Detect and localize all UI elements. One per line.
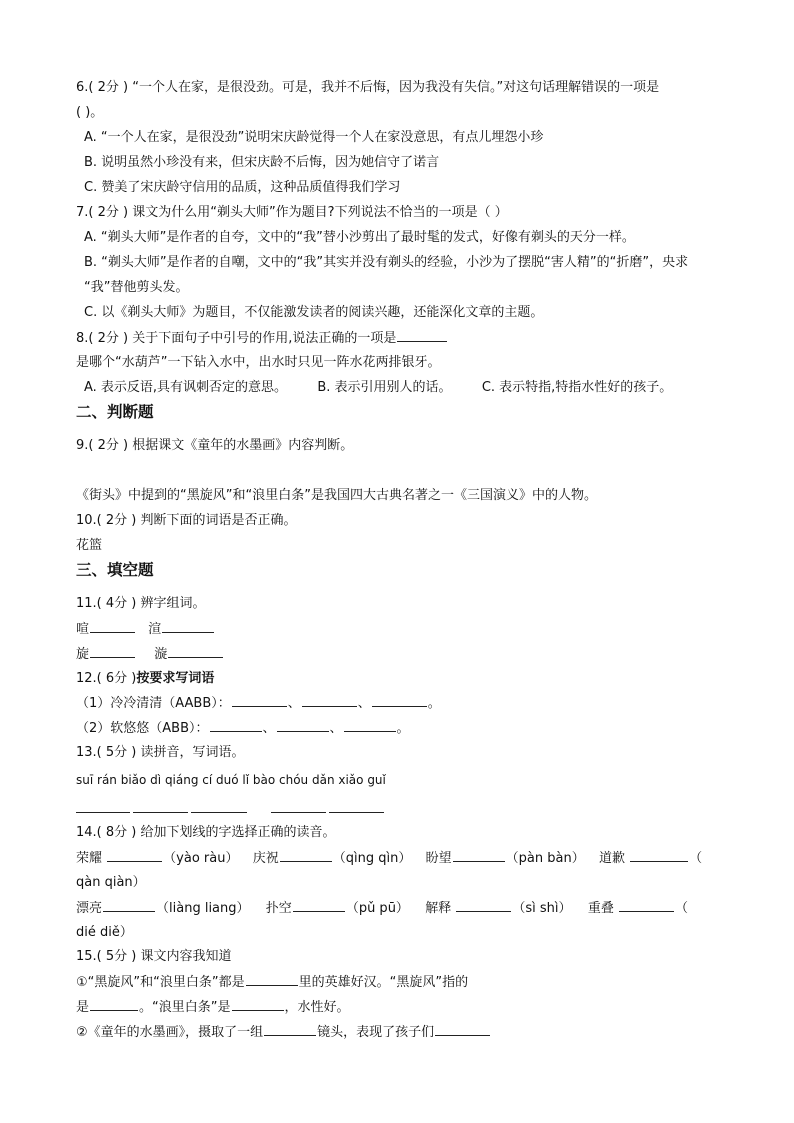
q11-char-2: 渲 xyxy=(148,622,162,637)
q14-word-3: 盼望 xyxy=(425,851,452,866)
q14-word-7: 解释 xyxy=(425,901,452,916)
q14-options-3: （pàn bàn） xyxy=(505,851,585,866)
q6-paren: ( )。 xyxy=(76,105,104,120)
q14-blank-1[interactable] xyxy=(107,849,162,862)
section-title-judgement: 二、判断题 xyxy=(76,403,154,421)
q11-blank-2[interactable] xyxy=(162,620,214,633)
q13-answer-line-5[interactable] xyxy=(329,812,384,813)
q13-answer-line-2[interactable] xyxy=(133,812,188,813)
q13-answer-line-4[interactable] xyxy=(271,812,326,813)
q8-answer-blank[interactable] xyxy=(397,329,447,342)
q14-blank-7[interactable] xyxy=(456,899,511,912)
q15-blank-3[interactable] xyxy=(232,998,284,1011)
q12-blank-6[interactable] xyxy=(344,719,396,732)
q9-statement: 《街头》中提到的“黑旋风”和“浪里白条”是我国四大古典名著之一《三国演义》中的人物。 xyxy=(76,488,597,503)
q14-word-5: 漂亮 xyxy=(76,901,103,916)
q14-blank-3[interactable] xyxy=(453,849,505,862)
q15-item-1-cont: 是 。“浪里白条”是 ，水性好。 xyxy=(76,1000,350,1015)
q12-blank-5[interactable] xyxy=(277,719,329,732)
q14-blank-4[interactable] xyxy=(630,849,688,862)
q12-blank-4[interactable] xyxy=(210,719,262,732)
q8-option-a: A. 表示反语,具有讽刺否定的意思。 xyxy=(84,380,288,395)
q11-char-4: 漩 xyxy=(154,647,168,662)
q6-option-a: A. “一个人在家，是很没劲”说明宋庆龄觉得一个人在家没意思，有点儿埋怨小珍 xyxy=(84,130,544,145)
q13-answer-line-1[interactable] xyxy=(76,812,130,813)
q14-blank-2[interactable] xyxy=(280,849,332,862)
q8-option-c: C. 表示特指,特指水性好的孩子。 xyxy=(481,380,673,395)
q14-blank-8[interactable] xyxy=(619,899,674,912)
q13-pinyin: suī rán biǎo dì qiáng cí duó lǐ bào chóu dǎn xiǎo guǐ xyxy=(76,773,386,787)
q15-blank-2[interactable] xyxy=(90,998,138,1011)
q12-blank-1[interactable] xyxy=(232,694,287,707)
q12-number: 12.( 6分 ) xyxy=(76,671,137,686)
q14-options-7: （sì shì） xyxy=(512,901,572,916)
q7-option-c: C. 以《剃头大师》为题目，不仅能激发读者的阅读兴趣，还能深化文章的主题。 xyxy=(84,305,544,320)
q8-stem xyxy=(76,329,448,348)
q11-char-1: 喧 xyxy=(76,622,90,637)
q11-row1 xyxy=(76,620,215,639)
q12-blank-2[interactable] xyxy=(302,694,357,707)
q10-stem: 10.( 2分 ) 判断下面的词语是否正确。 xyxy=(76,513,297,528)
q15-item-1: ①“黑旋风”和“浪里白条”都是 里的英雄好汉。“黑旋风”指的 xyxy=(76,975,469,990)
q14-row-2 xyxy=(76,899,688,918)
section-title-fill: 三、填空题 xyxy=(76,561,154,579)
q8-stem-text: 8.( 2分 ) 关于下面句子中引号的作用,说法正确的一项是 xyxy=(76,331,397,346)
q8-option-b: B. 表示引用别人的话。 xyxy=(317,380,452,395)
q14-row-2-cont: dié diě） xyxy=(76,925,133,940)
q11-row2 xyxy=(76,645,224,664)
q15-blank-5[interactable] xyxy=(435,1023,490,1036)
q14-options-1: （yào ràu） xyxy=(163,851,239,866)
q9-stem: 9.( 2分 ) 根据课文《童年的水墨画》内容判断。 xyxy=(76,438,354,453)
q14-blank-5[interactable] xyxy=(103,899,155,912)
q12-line-2-label: （2）软悠悠（ABB）： xyxy=(76,721,209,736)
q14-word-4: 道歉 xyxy=(598,851,625,866)
q14-row-1 xyxy=(76,849,702,868)
q14-options-6: （pǔ pū） xyxy=(345,901,409,916)
q8-options xyxy=(84,379,672,397)
q7-stem: 7.( 2分 ) 课文为什么用“剃头大师”作为题目?下列说法不恰当的一项是（ ） xyxy=(76,205,508,220)
q12-line-2: （2）软悠悠（ABB）： 、 、 。 xyxy=(76,721,410,736)
q15-stem: 15.( 5分 ) 课文内容我知道 xyxy=(76,949,232,964)
q13-stem: 13.( 5分 ) 读拼音，写词语。 xyxy=(76,745,245,760)
q15-blank-1[interactable] xyxy=(246,973,298,986)
q6-option-c: C. 赞美了宋庆龄守信用的品质，这种品质值得我们学习 xyxy=(84,180,401,195)
q6-stem: 6.( 2分 ) “一个人在家，是很没劲。可是，我并不后悔，因为我没有失信。”对这句话理解错误的一项是 xyxy=(76,80,660,95)
q12-line-1: （1）冷冷清清（AABB）： 、 、 。 xyxy=(76,696,441,711)
q15-blank-4[interactable] xyxy=(264,1023,316,1036)
q7-option-b-cont: “我”替他剪头发。 xyxy=(84,280,189,295)
q12-stem xyxy=(76,670,214,688)
q14-word-2: 庆祝 xyxy=(252,851,279,866)
q14-options-4-open: （ xyxy=(689,851,703,866)
q12-blank-3[interactable] xyxy=(372,694,427,707)
q14-word-8: 重叠 xyxy=(587,901,614,916)
q11-blank-3[interactable] xyxy=(90,645,135,658)
q14-options-2: （qìng qìn） xyxy=(332,851,412,866)
q14-stem: 14.( 8分 ) 给加下划线的字选择正确的读音。 xyxy=(76,825,336,840)
q14-options-8-open: （ xyxy=(674,901,688,916)
q11-blank-4[interactable] xyxy=(168,645,223,658)
q13-answer-line-3[interactable] xyxy=(191,812,247,813)
q6-option-b: B. 说明虽然小珍没有来，但宋庆龄不后悔，因为她信守了诺言 xyxy=(84,155,440,170)
q8-sentence: 是哪个“水葫芦”一下钻入水中，出水时只见一阵水花两排银牙。 xyxy=(76,355,441,370)
q12-line-1-label: （1）冷冷清清（AABB）： xyxy=(76,696,231,711)
q12-title: 按要求写词语 xyxy=(136,671,215,686)
q10-word: 花篮 xyxy=(76,538,103,553)
q7-option-a: A. “剃头大师”是作者的自夸，文中的“我”替小沙剪出了最时髦的发式，好像有剃头的天分一样。 xyxy=(84,230,635,245)
q7-option-b: B. “剃头大师”是作者的自嘲，文中的“我”其实并没有剃头的经验，小沙为了摆脱“害人精”的“折磨”，央求 xyxy=(84,255,689,270)
q11-char-3: 旋 xyxy=(76,647,90,662)
q14-word-1: 荣耀 xyxy=(76,851,103,866)
q14-blank-6[interactable] xyxy=(293,899,345,912)
q14-word-6: 扑空 xyxy=(265,901,292,916)
q11-stem: 11.( 4分 ) 辨字组词。 xyxy=(76,596,206,611)
q15-item-2: ②《童年的水墨画》，摄取了一组 镜头，表现了孩子们 xyxy=(76,1023,491,1042)
q14-options-5: （liàng liang） xyxy=(156,901,250,916)
q11-blank-1[interactable] xyxy=(90,620,135,633)
q14-row-1-cont: qàn qiàn） xyxy=(76,875,146,890)
